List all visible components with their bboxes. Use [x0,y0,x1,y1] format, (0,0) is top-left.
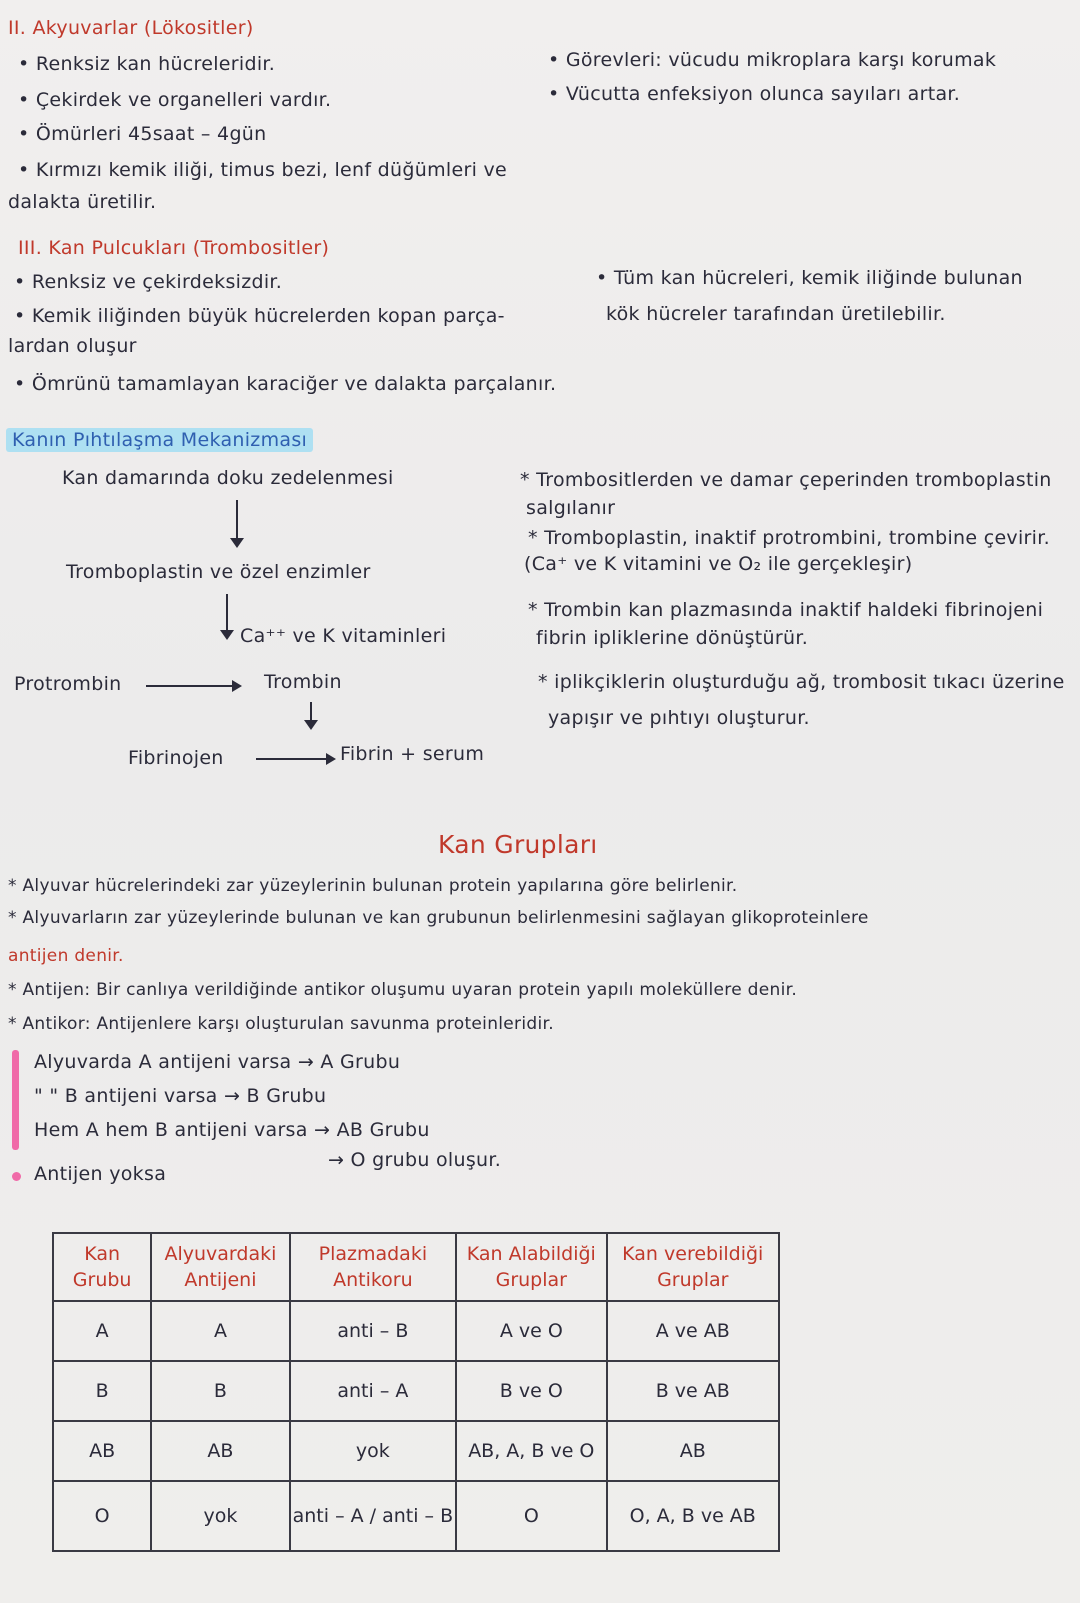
flow-condition: Ca⁺⁺ ve K vitaminleri [240,625,447,647]
clotting-note: fibrin ipliklerine dönüştürür. [536,627,809,649]
table-header-cell: Alyuvardaki Antijeni [151,1233,289,1301]
blood-groups-line: antijen denir. [8,946,124,966]
table-header-cell: Kan verebildiği Gruplar [607,1233,780,1301]
leukocytes-line: • Ömürleri 45saat – 4gün [18,123,267,145]
flow-protrombin: Protrombin [14,673,122,695]
clotting-note: * iplikçiklerin oluşturduğu ağ, trombosit tıkacı üzerine [538,671,1065,693]
bullet-dot [12,1172,21,1181]
table-cell: A ve AB [607,1301,780,1361]
table-cell: O [456,1481,606,1551]
table-cell: AB [53,1421,151,1481]
platelets-line: • Ömrünü tamamlayan karaciğer ve dalakta parçalanır. [14,373,557,395]
table-row [53,1421,779,1481]
table-cell: B ve O [456,1361,606,1421]
blood-rule: → O grubu oluşur. [328,1149,502,1171]
clotting-note: salgılanır [526,497,616,519]
blood-groups-line: * Alyuvarların zar yüzeylerinde bulunan ve kan grubunun belirlenmesini sağlayan glikoproteinlere [8,908,869,928]
table-cell: AB [607,1421,780,1481]
clotting-note: * Trombin kan plazmasında inaktif haldeki fibrinojeni [528,599,1044,621]
flow-step2: Tromboplastin ve özel enzimler [66,561,371,583]
highlight-bar [12,1050,19,1150]
table-cell: A [53,1301,151,1361]
flow-arrow-right [146,685,240,687]
clotting-note: * Trombositlerden ve damar çeperinden tromboplastin [520,469,1052,491]
blood-group-table [52,1232,780,1552]
blood-groups-line: * Antijen: Bir canlıya verildiğinde antikor oluşumu uyaran protein yapılı moleküllere denir. [8,980,798,1000]
table-cell: anti – A [290,1361,456,1421]
platelets-line: • Kemik iliğinden büyük hücrelerden kopan parça- [14,305,505,327]
table-cell: anti – B [290,1301,456,1361]
table-row [53,1361,779,1421]
table-header-row [53,1233,779,1301]
platelets-line: lardan oluşur [8,335,137,357]
table-row [53,1301,779,1361]
flow-trombin: Trombin [264,671,342,693]
platelets-line: • Renksiz ve çekirdeksizdir. [14,271,283,293]
table-cell: B ve AB [607,1361,780,1421]
flow-arrow-down [226,594,228,638]
no-antigen-label: Antijen yoksa [34,1163,167,1185]
leukocytes-right-line: • Görevleri: vücudu mikroplara karşı korumak [548,49,997,71]
blood-groups-line: * Antikor: Antijenlere karşı oluşturulan savunma proteinleridir. [8,1014,554,1034]
blood-groups-heading: Kan Grupları [438,830,598,859]
flow-arrow-down [236,500,238,546]
clotting-note: * Tromboplastin, inaktif protrombini, trombine çevirir. [528,527,1050,549]
blood-rule: Alyuvarda A antijeni varsa → A Grubu [34,1051,401,1073]
table-cell: AB, A, B ve O [456,1421,606,1481]
leukocytes-line: • Kırmızı kemik iliği, timus bezi, lenf düğümleri ve [18,159,508,181]
table-row [53,1481,779,1551]
leukocytes-right-line: • Vücutta enfeksiyon olunca sayıları artar. [548,83,961,105]
leukocytes-line: dalakta üretilir. [8,191,157,213]
leukocytes-line: • Çekirdek ve organelleri vardır. [18,89,332,111]
blood-groups-line: * Alyuvar hücrelerindeki zar yüzeylerinin bulunan protein yapılarına göre belirlenir. [8,876,738,896]
table-cell: anti – A / anti – B [290,1481,456,1551]
table-cell: yok [151,1481,289,1551]
flow-arrow-right [256,758,334,760]
blood-rule: Hem A hem B antijeni varsa → AB Grubu [34,1119,430,1141]
clotting-note: yapışır ve pıhtıyı oluşturur. [548,707,810,729]
table-header-cell: Plazmadaki Antikoru [290,1233,456,1301]
table-cell: A ve O [456,1301,606,1361]
flow-start: Kan damarında doku zedelenmesi [62,467,394,489]
table-cell: O [53,1481,151,1551]
leukocytes-line: • Renksiz kan hücreleridir. [18,53,276,75]
flow-fibrinojen: Fibrinojen [128,747,224,769]
table-cell: A [151,1301,289,1361]
flow-arrow-down [310,702,312,728]
leukocytes-heading: II. Akyuvarlar (Lökositler) [8,17,254,39]
table-cell: B [151,1361,289,1421]
clotting-heading: Kanın Pıhtılaşma Mekanizması [6,428,313,452]
clotting-note: (Ca⁺ ve K vitamini ve O₂ ile gerçekleşir) [524,553,913,575]
table-cell: AB [151,1421,289,1481]
platelets-heading: III. Kan Pulcukları (Trombositler) [18,237,330,259]
table-header-cell: Kan Grubu [53,1233,151,1301]
table-cell: yok [290,1421,456,1481]
table-cell: B [53,1361,151,1421]
platelets-right-line: • Tüm kan hücreleri, kemik iliğinde bulunan [596,267,1023,289]
platelets-right-line: kök hücreler tarafından üretilebilir. [606,303,946,325]
table-cell: O, A, B ve AB [607,1481,780,1551]
blood-rule: " " B antijeni varsa → B Grubu [34,1085,327,1107]
flow-result: Fibrin + serum [340,743,485,765]
table-header-cell: Kan Alabildiği Gruplar [456,1233,606,1301]
